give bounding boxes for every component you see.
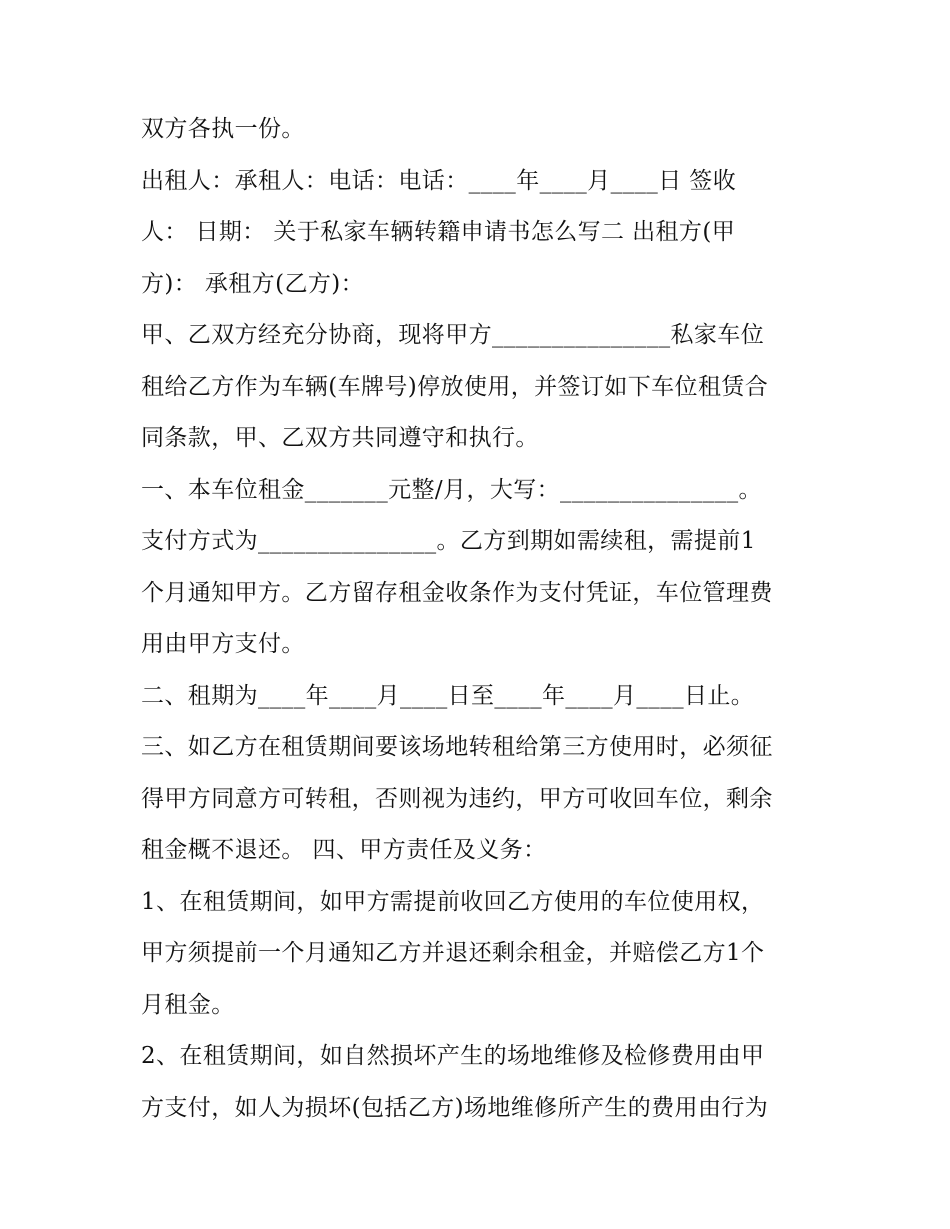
text-line: 支付方式为_______________。乙方到期如需续租，需提前1 [141,528,756,554]
text-line: 双方各执一份。 [141,116,305,142]
text-line: 月租金。 [141,991,235,1018]
text-line: 甲方须提前一个月通知乙方并退还剩余租金，并赔偿乙方1个 [141,940,765,966]
text-line: 出租人：承租人：电话：电话：____年____月____日 签收 [141,167,737,194]
text-line: 同条款，甲、乙双方共同遵守和执行。 [141,425,539,451]
text-line: 租金概不退还。 四、甲方责任及义务： [141,837,547,863]
text-line: 2、在租赁期间，如自然损坏产生的场地维修及检修费用由甲 [141,1043,765,1069]
text-line: 二、租期为____年____月____日至____年____月____日止。 [141,682,755,709]
text-line: 一、本车位租金_______元整/月，大写：_______________。 [141,476,762,503]
text-line: 得甲方同意方可转租，否则视为违约，甲方可收回车位，剩余 [141,785,773,812]
text-line: 人： 日期： 关于私家车辆转籍申请书怎么写二 出租方(甲 [141,219,736,245]
document-body [141,104,821,1134]
text-line: 方)： 承租方(乙方)： [141,270,365,297]
text-line: 用由甲方支付。 [141,631,305,657]
text-line: 1、在租赁期间，如甲方需提前收回乙方使用的车位使用权， [141,888,765,915]
text-line: 租给乙方作为车辆(车牌号)停放使用，并签订如下车位租赁合 [141,373,769,400]
text-line: 甲、乙双方经充分协商，现将甲方_______________私家车位 [141,322,765,348]
text-line: 方支付，如人为损坏(包括乙方)场地维修所产生的费用由行为 [141,1094,769,1121]
text-line: 三、如乙方在租赁期间要该场地转租给第三方使用时，必须征 [141,734,773,760]
text-line: 个月通知甲方。乙方留存租金收条作为支付凭证，车位管理费 [141,579,773,606]
